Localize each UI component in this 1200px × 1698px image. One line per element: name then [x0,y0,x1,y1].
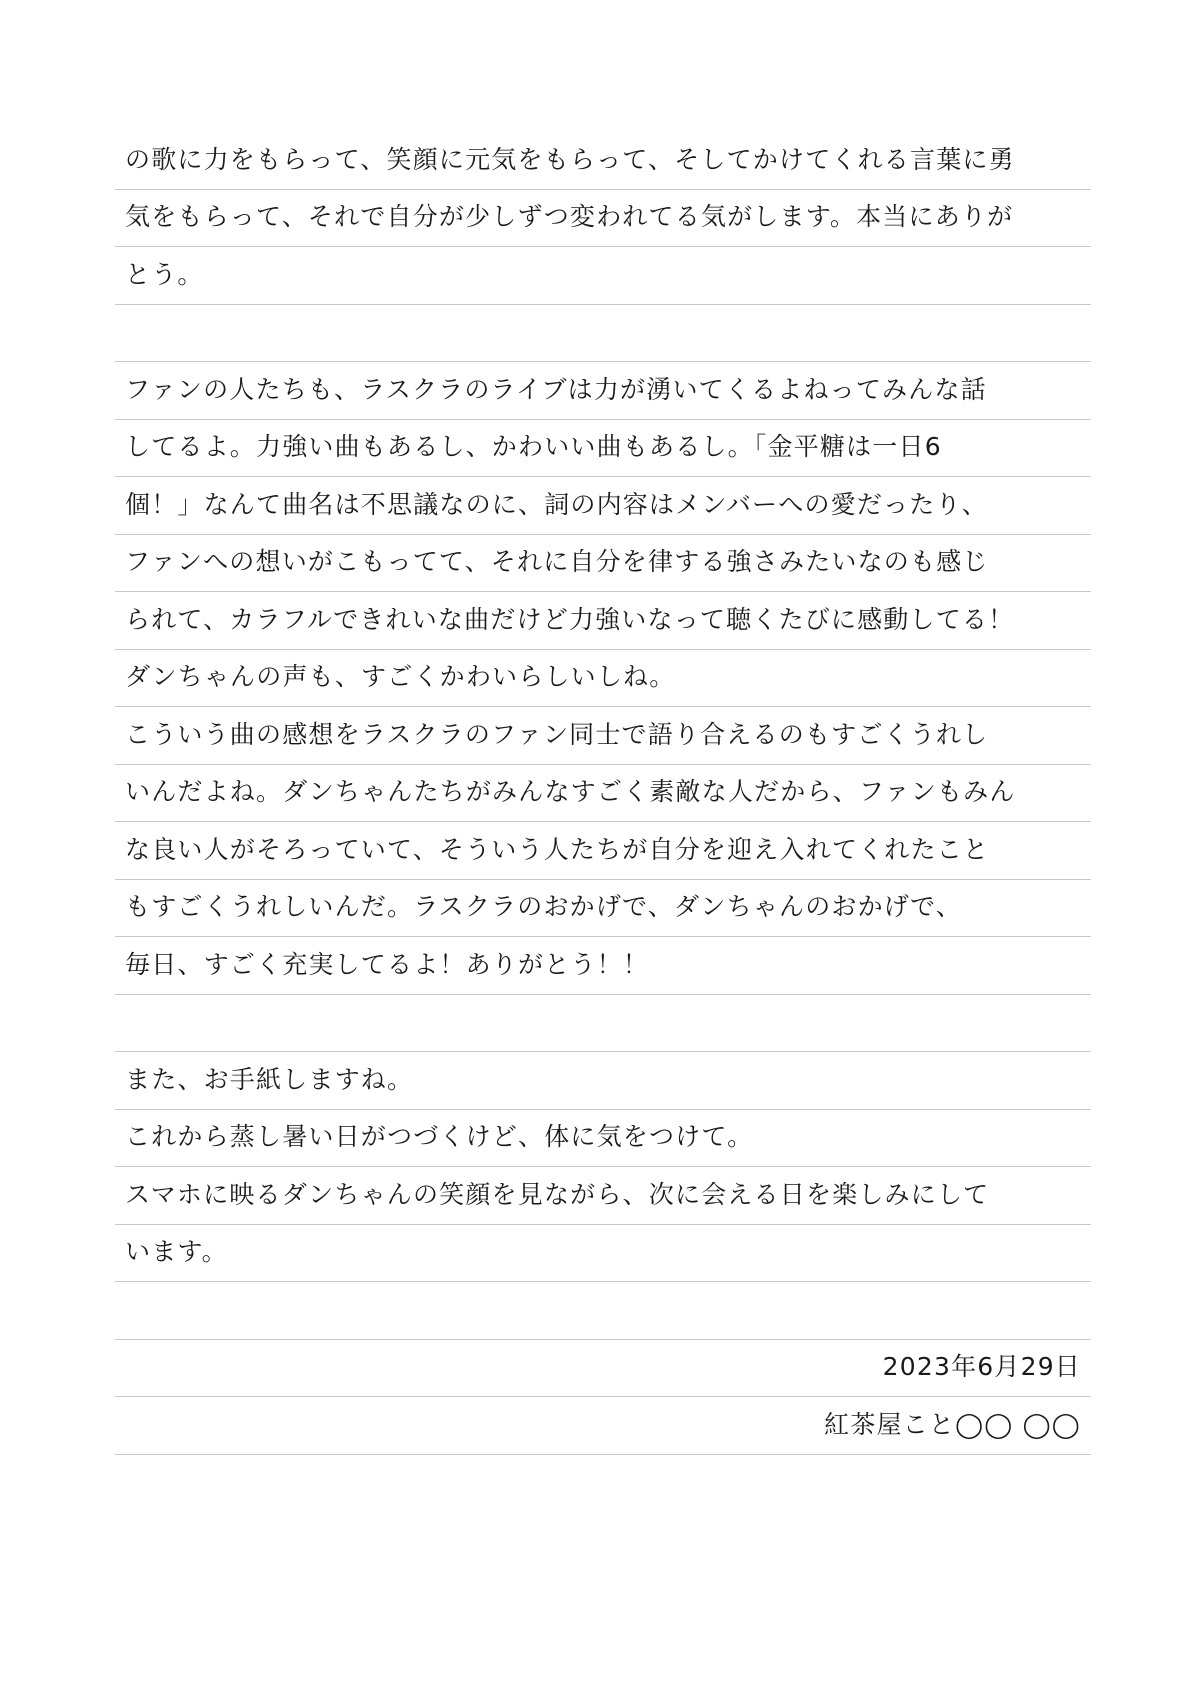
ruled-line [115,1110,1091,1168]
letter-text-line: ファンへの想いがこもってて、それに自分を律する強さみたいなのも感じ [125,547,989,576]
letter-text-line: スマホに映るダンちゃんの笑顔を見ながら、次に会える日を楽しみにして [125,1179,990,1209]
letter-text-line: います。 [125,1237,228,1266]
letter-date: 2023年6月29日 [882,1352,1081,1381]
ruled-line [115,765,1091,823]
ruled-line [115,535,1091,593]
letter-text-line: な良い人がそろっていて、そういう人たちが自分を迎え入れてくれたこと [125,834,990,864]
letter-text-line: また、お手紙しますね。 [125,1064,414,1094]
letter-text-line: いんだよね。ダンちゃんたちがみんなすごく素敵な人だから、ファンもみん [125,777,1016,806]
letter-body [115,132,1091,1455]
letter-signature: 紅茶屋こと◯◯ ◯◯ [824,1409,1081,1439]
ruled-line [115,362,1091,420]
ruled-line [115,247,1091,305]
ruled-line [115,1167,1091,1225]
ruled-line [115,190,1091,248]
letter-text-line: ダンちゃんの声も、すごくかわいらしいしね。 [125,662,676,691]
ruled-line [115,1397,1091,1455]
ruled-line [115,477,1091,535]
ruled-line [115,1340,1091,1398]
letter-text-line: 個！」なんて曲名は不思議なのに、詞の内容はメンバーへの愛だったり、 [125,489,988,519]
ruled-line [115,937,1091,995]
letter-text-line: もすごくうれしいんだ。ラスクラのおかげで、ダンちゃんのおかげで、 [125,892,962,921]
letter-text-line: の歌に力をもらって、笑顔に元気をもらって、そしてかけてくれる言葉に勇 [125,144,1015,174]
letter-text-line: られて、カラフルできれいな曲だけど力強いなって聴くたびに感動してる！ [125,604,1015,634]
ruled-line [115,880,1091,938]
ruled-line [115,822,1091,880]
ruled-line [115,592,1091,650]
letter-text-line: これから蒸し暑い日がつづくけど、体に気をつけて。 [125,1122,754,1151]
letter-text-line: 気をもらって、それで自分が少しずつ変われてる気がします。本当にありが [125,202,1014,231]
letter-text-line: こういう曲の感想をラスクラのファン同士で語り合えるのもすごくうれし [125,719,989,749]
letter-text-line: とう。 [125,259,204,289]
ruled-line [115,1225,1091,1283]
ruled-line [115,1052,1091,1110]
letter-text-line: ファンの人たちも、ラスクラのライブは力が湧いてくるよねってみんな話 [125,374,987,404]
ruled-line [115,132,1091,190]
ruled-line [115,650,1091,708]
ruled-line [115,707,1091,765]
ruled-line [115,305,1091,363]
ruled-line [115,995,1091,1053]
ruled-line [115,1282,1091,1340]
letter-text-line: 毎日、すごく充実してるよ！ありがとう！！ [125,949,650,979]
letter-text-line: してるよ。力強い曲もあるし、かわいい曲もあるし。「金平糖は一日6 [125,432,942,461]
ruled-line [115,420,1091,478]
